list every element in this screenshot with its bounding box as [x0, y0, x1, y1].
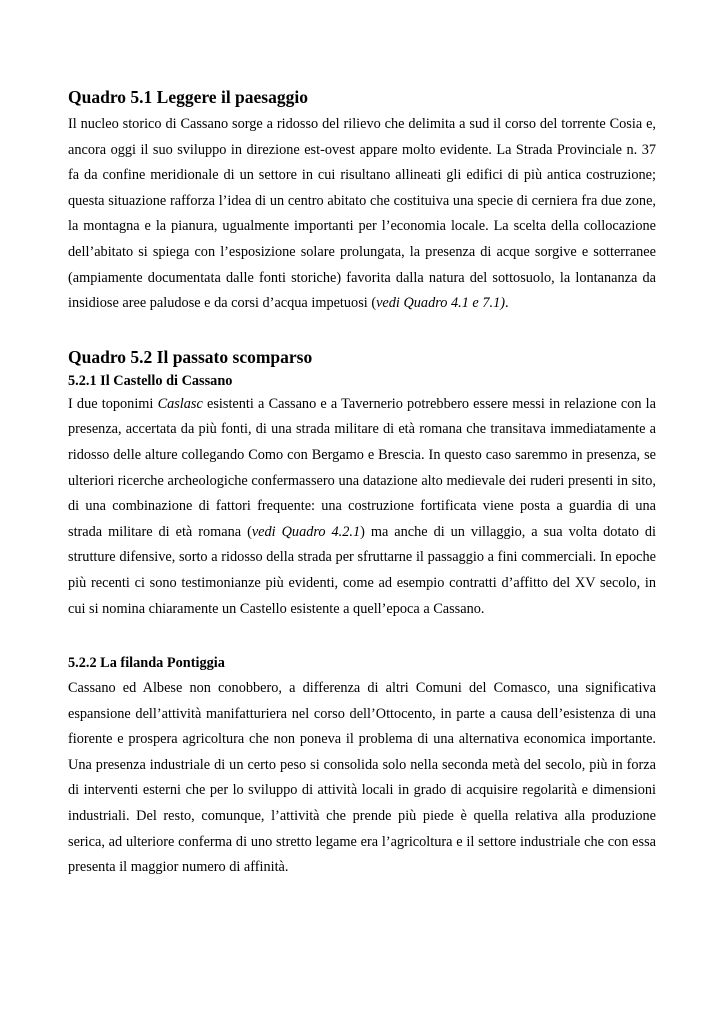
section-title-quadro-5-2: Quadro 5.2 Il passato scomparso — [68, 346, 313, 367]
paragraph-end: . — [505, 295, 509, 312]
italic-term: Caslasc — [157, 395, 203, 412]
subsection-paragraph-filanda: Cassano ed Albese non conobbero, a differenza di altri Comuni del Comasco, una significativa espansione dell’attività manifatturiera nel corso dell’Ottocento, in parte a causa dell’esistenza di una fiorente e prospera agricoltura che non poneva il problema di una alternativa economica importante. Una presenza industriale di un certo peso si consolida solo nella seconda metà del secolo, più in forza di interventi esterni che per lo sviluppo di attività locali in grado di acquisire regolarità e dimensioni industriali. Del resto, comunque, l’attività che prende più piede è quella relativa alla produzione serica, ad ulteriore conferma di uno stretto legame era l’agricoltura e il settore industriale che con essa presenta il maggior numero di affinità. — [68, 680, 656, 876]
subsection-title-castello: 5.2.1 Il Castello di Cassano — [68, 372, 233, 389]
cross-reference: vedi Quadro 4.2.1 — [251, 523, 361, 540]
paragraph-text: I due toponimi — [68, 395, 158, 412]
document-page — [68, 86, 656, 881]
section-paragraph-paesaggio — [68, 112, 656, 317]
paragraph-text: ) ma anche di un villaggio, a sua volta dotato di strutture difensive, sorto a ridosso della strada per sfruttarne il passaggio a fini commerciali. In epoche più recenti ci sono testimonianze più evidenti, come ad esempio contratti d’affitto del XV secolo, in cui si nomina chiaramente un Castello esistente a quell’epoca a Cassano. — [68, 523, 656, 617]
cross-reference: vedi Quadro 4.1 e 7.1) — [376, 295, 505, 312]
paragraph-text: esistenti a Cassano e a Tavernerio potrebbero essere messi in relazione con la presenza, accertata da più fonti, di una strada militare di età romana che transitava immediatamente a ridosso delle alture collegando Como con Bergamo e Brescia. In questo caso saremmo in presenza, se ulteriori ricerche archeologiche confermassero una datazione alto medievale dei ruderi presenti in sito, di una combinazione di fattori frequente: una costruzione fortificata viene posta a guardia di una strada militare di età romana ( — [68, 395, 656, 540]
paragraph-text: Il nucleo storico di Cassano sorge a ridosso del rilievo che delimita a sud il corso del torrente Cosia e, ancora oggi il suo sviluppo in direzione est-ovest appare molto evidente. La Strada Provinciale n. 37 fa da confine meridionale di un settore in cui risultano allineati gli edifici di più antica costruzione; questa situazione rafforza l’idea di un centro abitato che costituiva una specie di cerniera fra due zone, la montagna e la pianura, ugualmente importanti per l’economia locale. La scelta della collocazione dell’abitato si spiega con l’esposizione solare prolungata, la presenza di acque sorgive e sotterranee (ampiamente documentata dalle fonti storiche) favorita dalla natura del sottosuolo, la lontananza da insidiose aree paludose e da corsi d’acqua impetuosi ( — [68, 116, 656, 312]
section-title-quadro-5-1: Quadro 5.1 Leggere il paesaggio — [68, 87, 308, 107]
subsection-title-filanda: 5.2.2 La filanda Pontiggia — [68, 655, 225, 672]
subsection-paragraph-castello — [68, 392, 656, 622]
